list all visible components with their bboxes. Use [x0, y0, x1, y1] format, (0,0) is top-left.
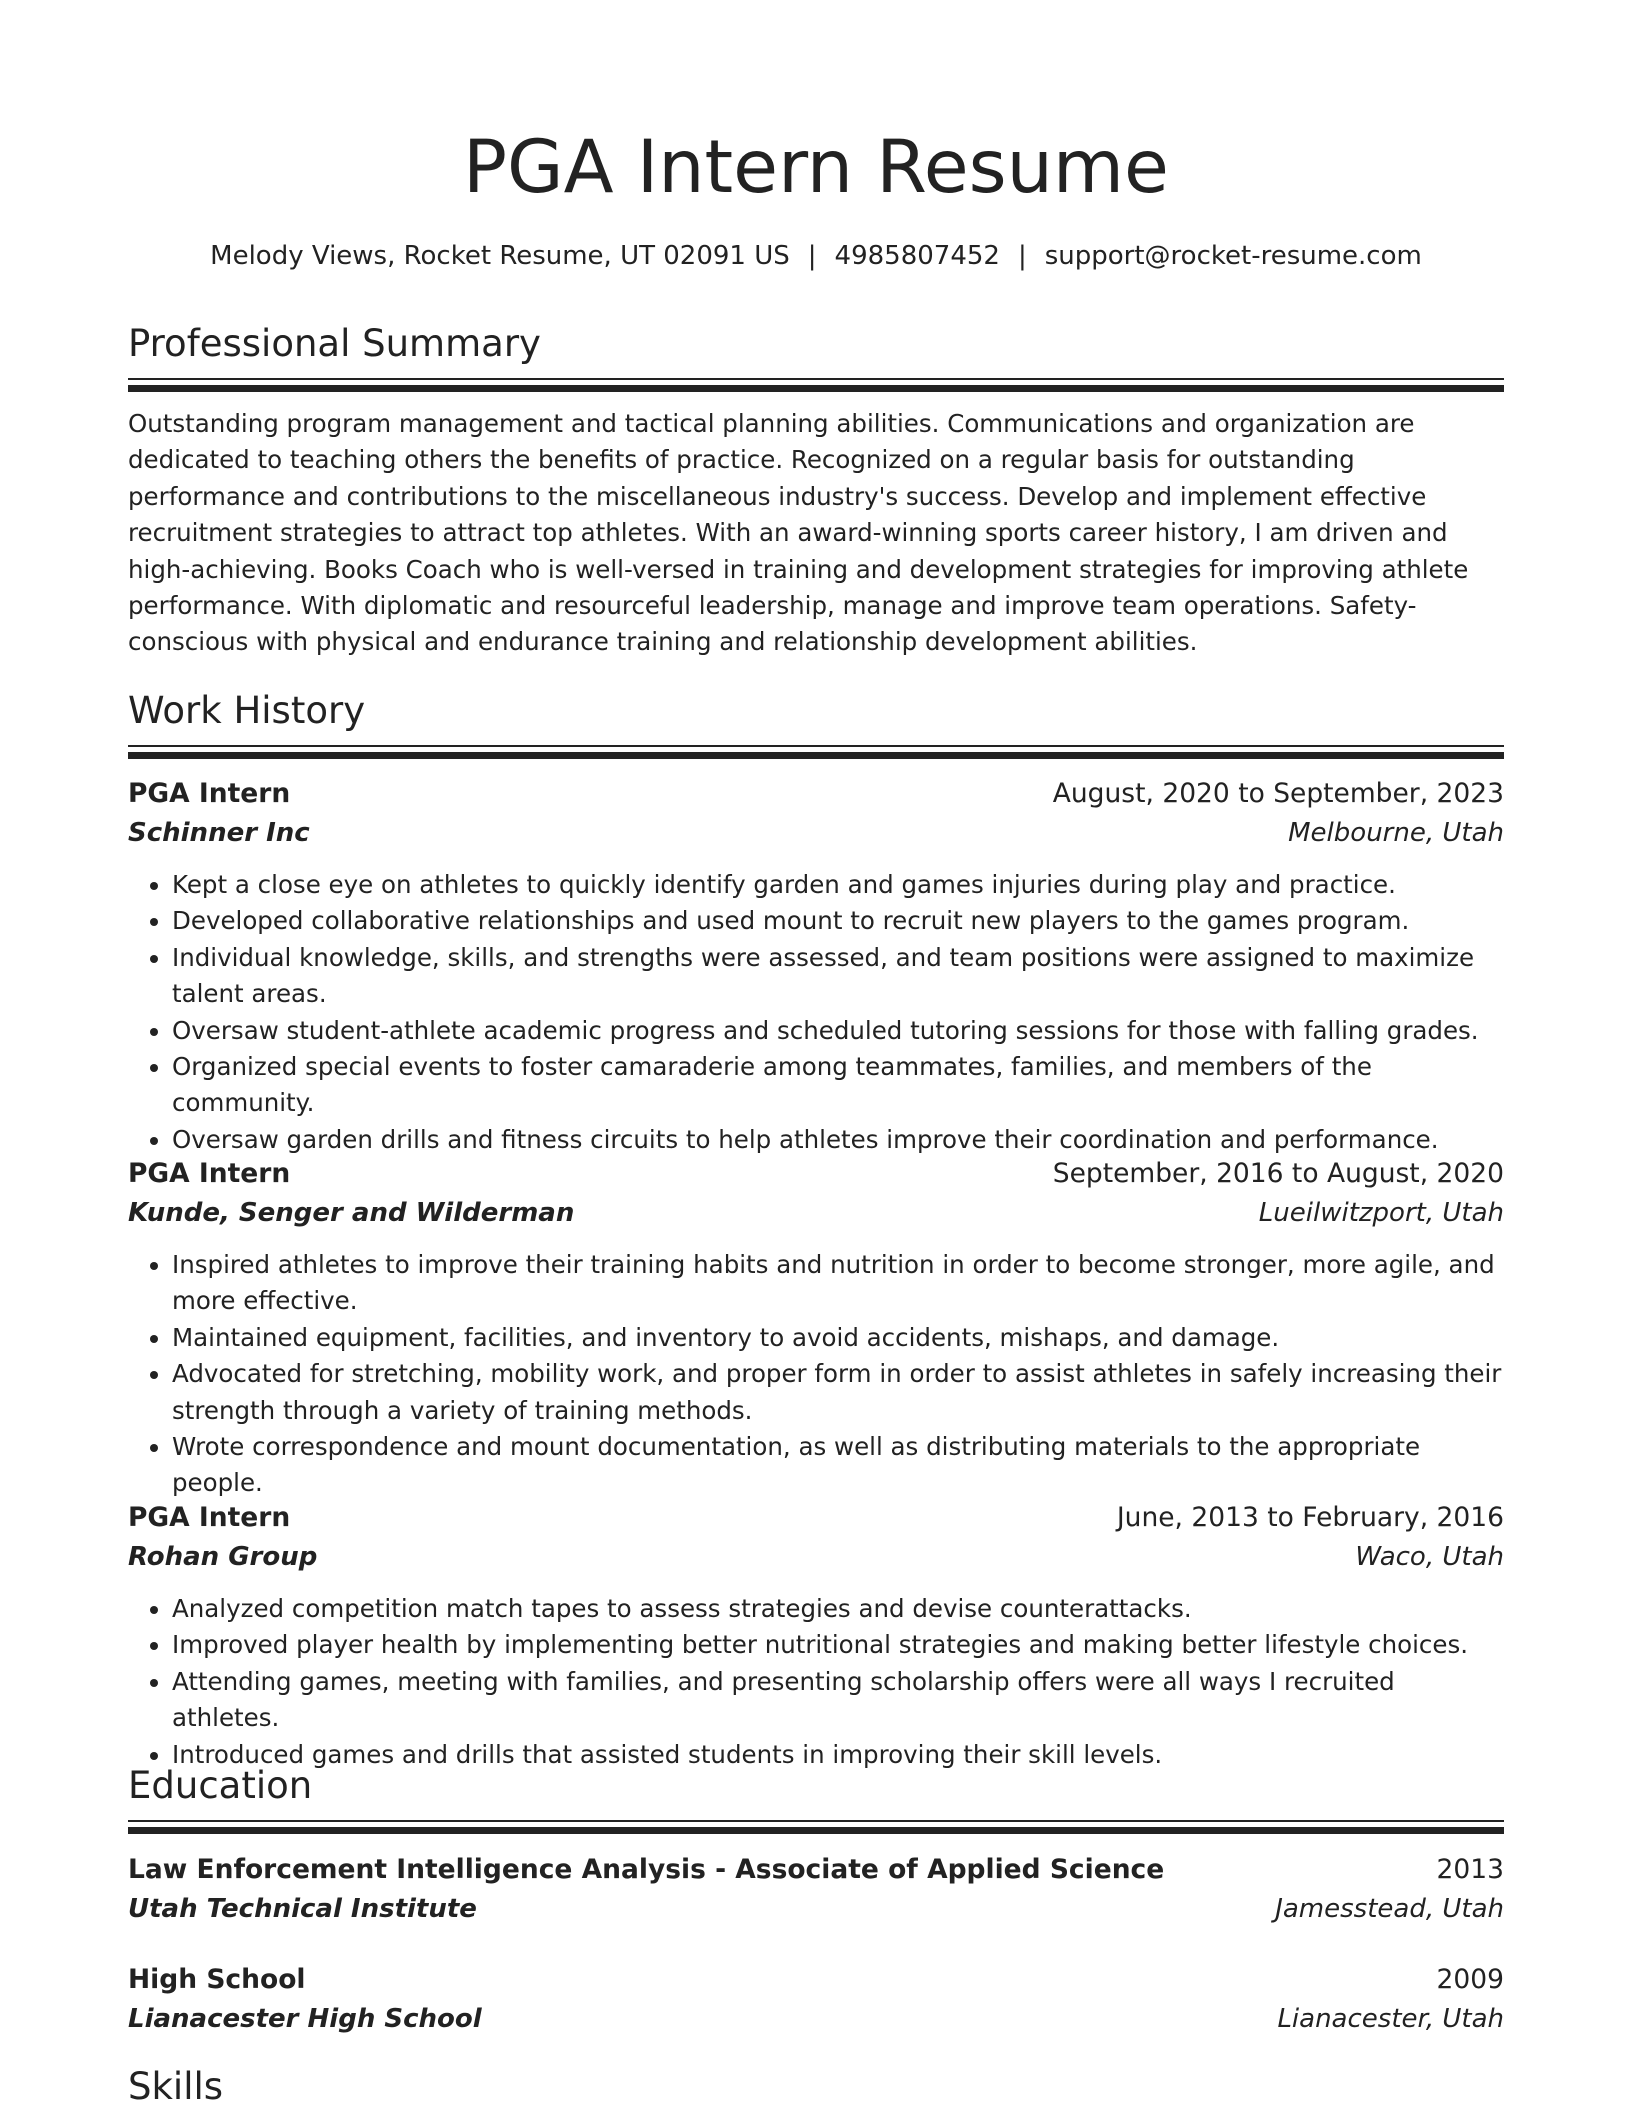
contact-email[interactable]: support@rocket-resume.com [1044, 241, 1422, 271]
education-location: Lianacester, Utah [1277, 2004, 1504, 2034]
job-location: Waco, Utah [1355, 1542, 1504, 1572]
job-title: PGA Intern [128, 1502, 291, 1533]
contact-separator: | [1017, 241, 1027, 271]
job-title: PGA Intern [128, 1158, 291, 1189]
education-year: 2009 [1436, 1964, 1504, 1995]
list-item: • Oversaw student-athlete academic progress and scheduled tutoring sessions for those with falling grades. [172, 1013, 1504, 1049]
job-bullets [128, 1591, 1504, 1773]
job-entry [128, 1155, 1504, 1502]
list-item: • Kept a close eye on athletes to quickly identify garden and games injuries during play and practice. [172, 867, 1504, 903]
education-location: Jamesstead, Utah [1275, 1894, 1504, 1924]
job-location: Lueilwitzport, Utah [1258, 1198, 1504, 1228]
section-heading-skills: Skills [128, 2065, 224, 2108]
list-item: • Organized special events to foster camaraderie among teammates, families, and members of the community. [172, 1049, 1504, 1122]
education-degree: High School [128, 1964, 306, 1995]
job-entry [128, 1499, 1504, 1773]
job-company: Kunde, Senger and Wilderman [128, 1198, 575, 1228]
job-dates: June, 2013 to February, 2016 [1116, 1502, 1504, 1533]
section-rule [128, 1820, 1504, 1834]
list-item: • Analyzed competition match tapes to assess strategies and devise counterattacks. [172, 1591, 1504, 1627]
education-degree: Law Enforcement Intelligence Analysis - Associate of Applied Science [128, 1854, 1165, 1885]
list-item: • Oversaw garden drills and fitness circuits to help athletes improve their coordination and performance. [172, 1122, 1504, 1158]
job-title: PGA Intern [128, 778, 291, 809]
section-heading-summary: Professional Summary [128, 322, 541, 365]
education-school: Utah Technical Institute [128, 1894, 477, 1924]
education-entry [128, 1961, 1504, 2039]
summary-text: Outstanding program management and tactical planning abilities. Communications and organization are dedicated to teaching others the benefits of practice. Recognized on a regular basis for outstanding performance and contributions to the miscellaneous industry's success. Develop and implement effective recruitment strategies to attract top athletes. With an award-winning sports career history, I am driven and high-achieving. Books Coach who is well-versed in training and development strategies for improving athlete performance. With diplomatic and resourceful leadership, manage and improve team operations. Safety-conscious with physical and endurance training and relationship development abilities. [128, 409, 1469, 657]
job-bullets [128, 1247, 1504, 1502]
list-item: • Inspired athletes to improve their training habits and nutrition in order to become stronger, more agile, and more effective. [172, 1247, 1504, 1320]
education-school: Lianacester High School [128, 2004, 482, 2034]
job-dates: September, 2016 to August, 2020 [1052, 1158, 1504, 1189]
contact-separator: | [807, 241, 817, 271]
list-item: • Attending games, meeting with families, and presenting scholarship offers were all ways I recruited athletes. [172, 1664, 1504, 1737]
job-company: Schinner Inc [128, 818, 310, 848]
list-item: • Maintained equipment, facilities, and inventory to avoid accidents, mishaps, and damage. [172, 1320, 1504, 1356]
education-entry [128, 1851, 1504, 1929]
list-item: • Introduced games and drills that assisted students in improving their skill levels. [172, 1737, 1504, 1773]
contact-line [128, 238, 1504, 274]
list-item: • Advocated for stretching, mobility work, and proper form in order to assist athletes in safely increasing their strength through a variety of training methods. [172, 1356, 1504, 1429]
job-company: Rohan Group [128, 1542, 318, 1572]
list-item: • Wrote correspondence and mount documentation, as well as distributing materials to the appropriate people. [172, 1429, 1504, 1502]
job-bullets [128, 867, 1504, 1158]
job-entry [128, 775, 1504, 1158]
section-heading-work: Work History [128, 689, 366, 732]
contact-address: Melody Views, Rocket Resume, UT 02091 US [210, 241, 790, 271]
education-year: 2013 [1436, 1854, 1504, 1885]
section-rule [128, 745, 1504, 759]
contact-phone: 4985807452 [834, 241, 1000, 271]
job-dates: August, 2020 to September, 2023 [1052, 778, 1504, 809]
list-item: • Individual knowledge, skills, and strengths were assessed, and team positions were assigned to maximize talent areas. [172, 940, 1504, 1013]
resume-title: PGA Intern Resume [463, 125, 1169, 210]
list-item: • Developed collaborative relationships and used mount to recruit new players to the games program. [172, 903, 1504, 939]
section-heading-education: Education [128, 1764, 313, 1807]
job-location: Melbourne, Utah [1288, 818, 1504, 848]
section-rule [128, 378, 1504, 392]
list-item: • Improved player health by implementing better nutritional strategies and making better lifestyle choices. [172, 1627, 1504, 1663]
